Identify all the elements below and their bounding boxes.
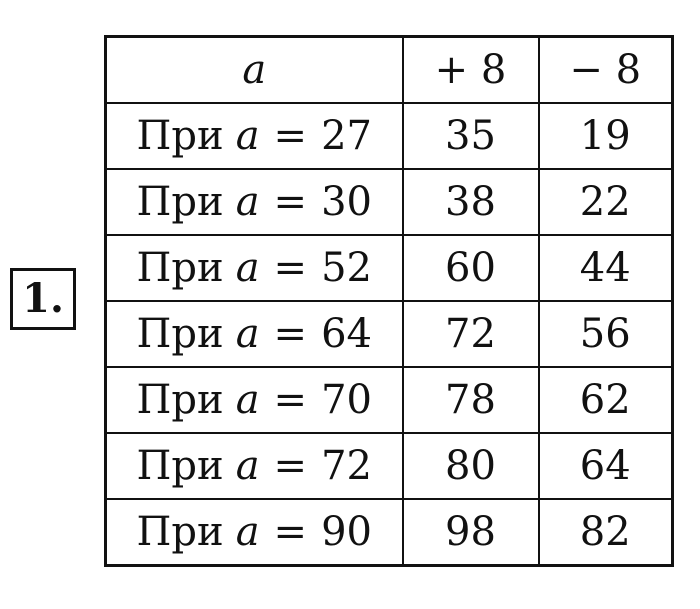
row-variable: a bbox=[235, 245, 260, 291]
row-label bbox=[106, 433, 403, 499]
row-prefix: При bbox=[136, 377, 224, 423]
row-a-value: 30 bbox=[321, 179, 372, 225]
row-a-value: 90 bbox=[321, 509, 372, 555]
table-row bbox=[106, 367, 673, 433]
row-variable: a bbox=[235, 113, 260, 159]
table-row bbox=[106, 301, 673, 367]
cell-plus-8: 60 bbox=[403, 235, 539, 301]
cell-plus-8: 98 bbox=[403, 499, 539, 566]
row-variable: a bbox=[235, 509, 260, 555]
row-prefix: При bbox=[136, 113, 224, 159]
cell-minus-8: 56 bbox=[539, 301, 673, 367]
header-plus-8: + 8 bbox=[403, 37, 539, 104]
row-prefix: При bbox=[136, 509, 224, 555]
row-variable: a bbox=[235, 377, 260, 423]
row-equals-sign: = bbox=[273, 443, 308, 489]
row-equals-sign: = bbox=[273, 509, 308, 555]
header-row bbox=[106, 37, 673, 104]
row-equals-sign: = bbox=[273, 245, 308, 291]
row-a-value: 64 bbox=[321, 311, 372, 357]
row-label bbox=[106, 367, 403, 433]
row-variable: a bbox=[235, 443, 260, 489]
cell-minus-8: 62 bbox=[539, 367, 673, 433]
row-prefix: При bbox=[136, 311, 224, 357]
row-variable: a bbox=[235, 179, 260, 225]
row-equals-sign: = bbox=[273, 179, 308, 225]
header-variable: a bbox=[106, 37, 403, 104]
row-label bbox=[106, 301, 403, 367]
cell-minus-8: 22 bbox=[539, 169, 673, 235]
cell-plus-8: 78 bbox=[403, 367, 539, 433]
row-a-value: 72 bbox=[321, 443, 372, 489]
row-a-value: 70 bbox=[321, 377, 372, 423]
cell-minus-8: 64 bbox=[539, 433, 673, 499]
row-variable: a bbox=[235, 311, 260, 357]
values-table bbox=[104, 35, 674, 567]
cell-minus-8: 19 bbox=[539, 103, 673, 169]
cell-plus-8: 38 bbox=[403, 169, 539, 235]
table-row bbox=[106, 169, 673, 235]
row-prefix: При bbox=[136, 443, 224, 489]
table-row bbox=[106, 433, 673, 499]
row-label bbox=[106, 235, 403, 301]
cell-minus-8: 44 bbox=[539, 235, 673, 301]
cell-plus-8: 80 bbox=[403, 433, 539, 499]
row-equals-sign: = bbox=[273, 113, 308, 159]
table-body bbox=[106, 103, 673, 566]
cell-plus-8: 72 bbox=[403, 301, 539, 367]
cell-plus-8: 35 bbox=[403, 103, 539, 169]
table-row bbox=[106, 499, 673, 566]
row-prefix: При bbox=[136, 245, 224, 291]
table-row bbox=[106, 103, 673, 169]
row-label bbox=[106, 169, 403, 235]
row-equals-sign: = bbox=[273, 377, 308, 423]
row-prefix: При bbox=[136, 179, 224, 225]
row-label bbox=[106, 499, 403, 566]
table-row bbox=[106, 235, 673, 301]
row-a-value: 52 bbox=[321, 245, 372, 291]
cell-minus-8: 82 bbox=[539, 499, 673, 566]
row-a-value: 27 bbox=[321, 113, 372, 159]
problem-number: 1. bbox=[10, 268, 76, 330]
row-equals-sign: = bbox=[273, 311, 308, 357]
row-label bbox=[106, 103, 403, 169]
header-minus-8: − 8 bbox=[539, 37, 673, 104]
